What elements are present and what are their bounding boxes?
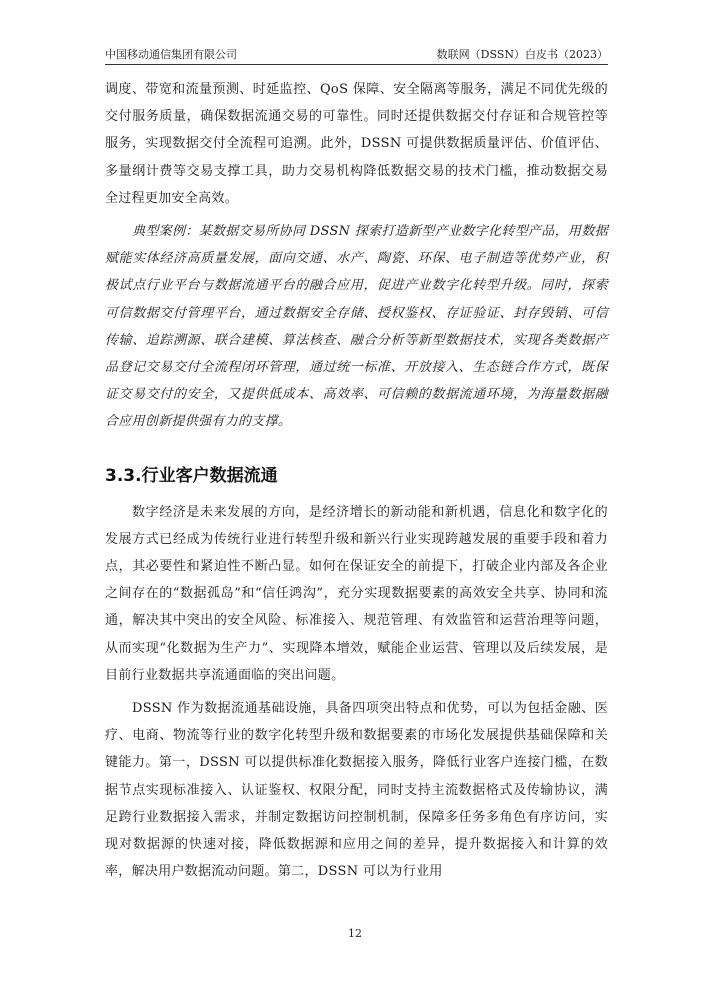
- page-number: 12: [348, 927, 362, 940]
- section-paragraph-1: 数字经济是未来发展的方向，是经济增长的新动能和新机遇，信息化和数字化的发展方式已经成为传统行业进行转型升级和新兴行业实现跨越发展的重要手段和着力点，其必要性和紧迫性不断凸显。如何在保证安全的前提下，打破企业内部及各企业之间存在的“数据孤岛”和“信任鸿沟”，充分实现数据要素的高效安全共享、协同和流通，解决其中突出的安全风险、标准接入、规范管理、有效监管和运营治理等问题，从而实现“化数据为生产力”、实现降本增效，赋能企业运营、管理以及后续发展，是目前行业数据共享流通面临的突出问题。: [105, 504, 608, 683]
- section-paragraph-2: DSSN 作为数据流通基础设施，具备四项突出特点和优势，可以为包括金融、医疗、电商、物流等行业的数字化转型升级和数据要素的市场化发展提供基础保障和关键能力。第一，DSSN 可以提供标准化数据接入服务，降低行业客户连接门槛，在数据节点实现标准接入、认证鉴权、权限分配，同时支持主流数据格式及传输协议，满足跨行业数据接入需求，并制定数据访问控制机制，保障多任务多角色有序访问，实现对数据源的快速对接，降低数据源和应用之间的差异，提升数据接入和计算的效率，解决用户数据流动问题。第二，DSSN 可以为行业用: [105, 701, 608, 880]
- header-organization: 中国移动通信集团有限公司: [105, 48, 237, 61]
- page-content: [105, 76, 608, 885]
- typical-case-paragraph: 典型案例：某数据交易所协同 DSSN 探索打造新型产业数字化转型产品，用数据赋能实体经济高质量发展，面向交通、水产、陶瓷、环保、电子制造等优势产业，积极试点行业平台与数据流通平台的融合应用，促进产业数字化转型升级。同时，探索可信数据交付管理平台，通过数据安全存储、授权鉴权、存证验证、封存毁销、可信传输、追踪溯源、联合建模、算法核查、融合分析等新型数据技术，实现各类数据产品登记交易交付全流程闭环管理，通过统一标准、开放接入、生态链合作方式，既保证交易交付的安全，又提供低成本、高效率、可信赖的数据流通环境，为海量数据融合应用创新提供强有力的支撑。: [105, 224, 608, 430]
- page-header: [105, 46, 608, 65]
- header-document-title: 数联网（DSSN）白皮书（2023）: [436, 48, 608, 61]
- body-paragraph-continued: 调度、带宽和流量预测、时延监控、QoS 保障、安全隔离等服务，满足不同优先级的交付服务质量，确保数据流通交易的可靠性。同时还提供数据交付存证和合规管控等服务，实现数据交付全流程可追溯。此外，DSSN 可提供数据质量评估、价值评估、多量纲计费等交易支撑工具，助力交易机构降低数据交易的技术门槛，推动数据交易全过程更加安全高效。: [105, 82, 608, 206]
- section-heading: 3.3.行业客户数据流通: [105, 465, 278, 486]
